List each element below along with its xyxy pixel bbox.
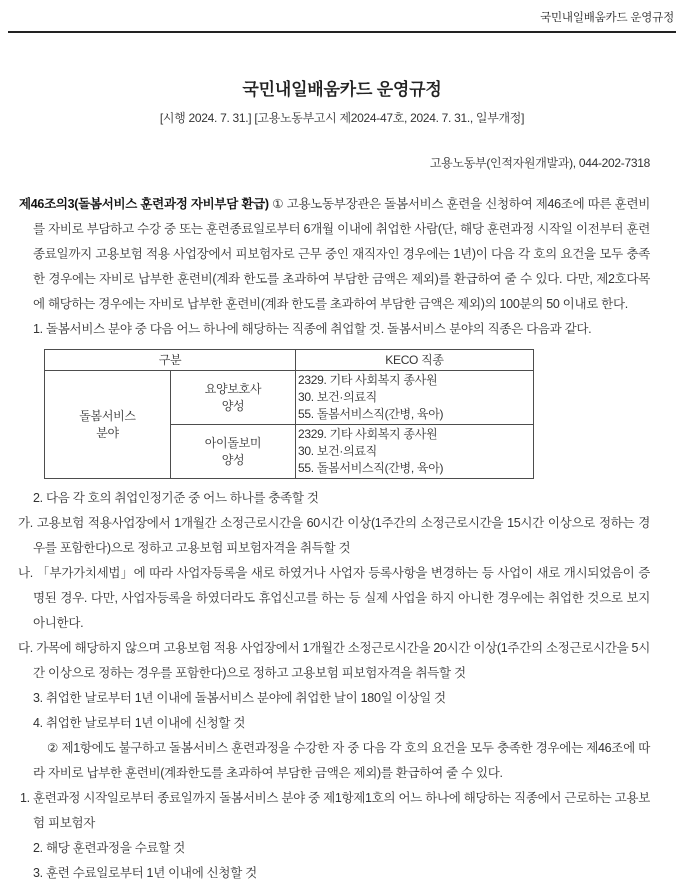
sub-item-ga: 가. 고용보험 적용사업장에서 1개월간 소정근로시간을 60시간 이상(1주간의 소정근로시간을 15시간 이상으로 정하는 경우를 포함한다)으로 정하고 고용보험 피보험자격을 취득할 것 — [18, 516, 650, 555]
keco-line: 55. 돌봄서비스직(간병, 육아) — [298, 461, 444, 475]
table-header-gubun: 구분 — [45, 350, 296, 371]
course-line: 양성 — [221, 452, 245, 467]
item-4: 4. 취업한 날로부터 1년 이내에 신청할 것 — [33, 716, 246, 730]
department-contact: 고용노동부(인적자원개발과), 044-202-7318 — [429, 156, 650, 170]
page-header — [8, 0, 676, 33]
course-line: 양성 — [221, 398, 245, 413]
paragraph-2-item-2: 2. 해당 훈련과정을 수료할 것 — [33, 841, 186, 855]
category-cell — [45, 371, 171, 479]
item-1: 1. 돌봄서비스 분야 중 다음 어느 하나에 해당하는 직종에 취업할 것. 돌봄서비스 분야의 직종은 다음과 같다. — [33, 322, 592, 336]
paragraph-1 — [19, 192, 650, 317]
sub-item-da: 다. 가목에 해당하지 않으며 고용보험 적용 사업장에서 1개월간 소정근로시간을 20시간 이상(1주간의 소정근로시간을 5시간 이상으로 정하는 경우를 포함한다)으로 정하고 고용보험 피보험자격을 취득할 것 — [18, 641, 650, 680]
course-cell — [171, 371, 296, 425]
table-header-keco: KECO 직종 — [296, 350, 534, 371]
article-heading: 제46조의3(돌봄서비스 훈련과정 자비부담 환급) — [19, 197, 269, 211]
enforcement-info: [시행 2024. 7. 31.] [고용노동부고시 제2024-47호, 2024. 7. 31., 일부개정] — [159, 111, 525, 125]
job-category-table — [44, 349, 534, 479]
keco-cell — [296, 425, 534, 479]
item-2: 2. 다음 각 호의 취업인정기준 중 어느 하나를 충족할 것 — [33, 491, 319, 505]
course-line: 아이돌보미 — [204, 435, 262, 450]
article-body — [18, 192, 650, 883]
paragraph-2-item-1: 1. 훈련과정 시작일로부터 종료일까지 돌봄서비스 분야 중 제1항제1호의 어느 하나에 해당하는 직종에서 근로하는 고용보험 피보험자 — [20, 791, 650, 830]
table-header-row — [45, 350, 534, 371]
keco-cell — [296, 371, 534, 425]
paragraph-2-item-3: 3. 훈련 수료일로부터 1년 이내에 신청할 것 — [33, 866, 257, 880]
keco-line: 30. 보건·의료직 — [298, 444, 377, 458]
page-header-title: 국민내일배움카드 운영규정 — [540, 12, 674, 24]
category-line: 분야 — [96, 425, 119, 440]
category-line: 돌봄서비스 — [79, 408, 136, 423]
keco-line: 30. 보건·의료직 — [298, 390, 377, 404]
table-row — [45, 371, 534, 425]
item-3: 3. 취업한 날로부터 1년 이내에 돌봄서비스 분야에 취업한 날이 180일 이상일 것 — [33, 691, 446, 705]
paragraph-1-text: ① 고용노동부장관은 돌봄서비스 훈련을 신청하여 제46조에 따른 훈련비를 자비로 부담하고 수강 중 또는 훈련종료일로부터 6개월 이내에 취업한 사람(단, 해당 훈련과정 시작일 이전부터 훈련종료일까지 고용보험 적용 사업장에서 피보험자로 근무 중인 재직자인 경우에는 1년)이 다음 각 호의 요건을 모두 충족한 경우에는 자비로 납부한 훈련비(계좌 한도를 초과하여 부담한 금액은 제외)를 환급하여 줄 수 있다. 다만, 제2호다목에 해당하는 경우에는 자비로 납부한 훈련비(계좌 한도를 초과하여 부담한 금액은 제외)의 100분의 50 이내로 한다. — [33, 197, 650, 311]
course-line: 요양보호사 — [204, 381, 262, 396]
sub-item-na: 나. 「부가가치세법」에 따라 사업자등록을 새로 하였거나 사업자 등록사항을 변경하는 등 사업이 새로 개시되었음이 증명된 경우. 다만, 사업자등록을 하였더라도 휴업신고를 하는 등 실제 사업을 하지 아니한 경우에는 취업한 것으로 보지 아니한다. — [18, 566, 650, 630]
course-cell — [171, 425, 296, 479]
paragraph-2: ② 제1항에도 불구하고 돌봄서비스 훈련과정을 수강한 자 중 다음 각 호의 요건을 모두 충족한 경우에는 제46조에 따라 자비로 납부한 훈련비(계좌한도를 초과하여 부담한 금액은 제외)를 환급하여 줄 수 있다. — [33, 741, 650, 780]
keco-line: 2329. 기타 사회복지 종사원 — [298, 373, 438, 387]
keco-line: 55. 돌봄서비스직(간병, 육아) — [298, 407, 444, 421]
keco-line: 2329. 기타 사회복지 종사원 — [298, 427, 438, 441]
document-title: 국민내일배움카드 운영규정 — [242, 80, 442, 99]
